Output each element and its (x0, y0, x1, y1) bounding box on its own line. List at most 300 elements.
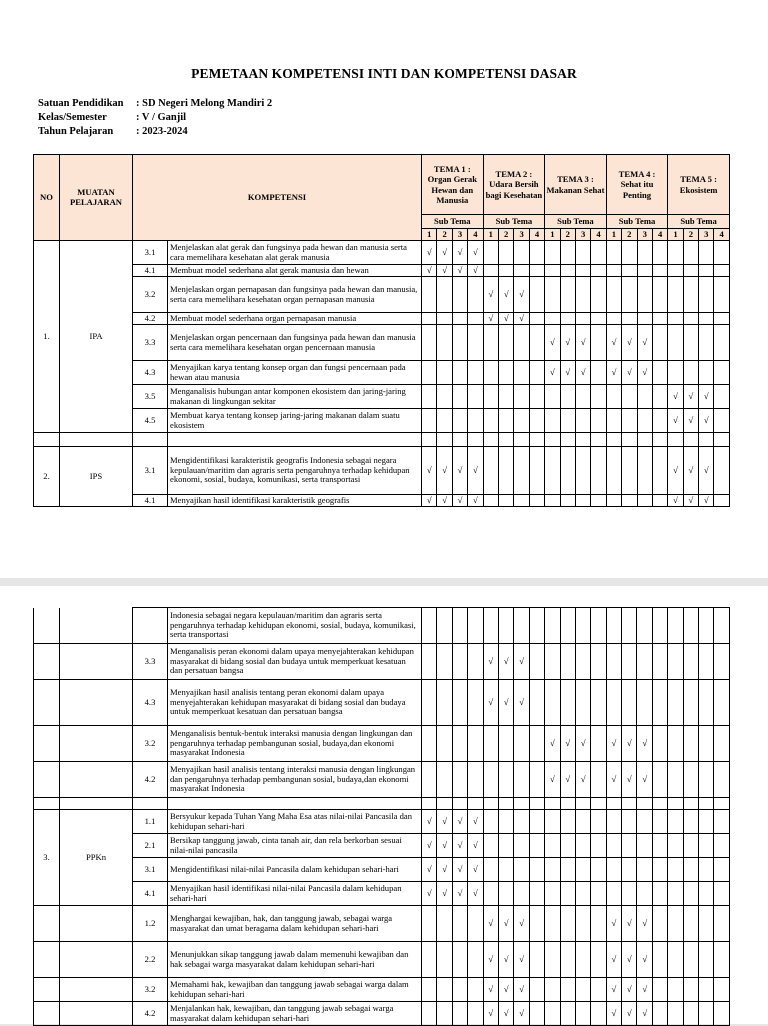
check-mark-cell: √ (637, 325, 652, 361)
document-page-2 (0, 586, 768, 1024)
empty-cell (560, 798, 575, 810)
competency-row (34, 978, 730, 1002)
empty-cell (575, 265, 590, 277)
check-mark-cell: √ (622, 762, 637, 798)
kd-description: Menyajikan hasil identifikasi karakteristik geografis (168, 495, 422, 507)
empty-cell (422, 906, 437, 942)
empty-cell (683, 265, 698, 277)
no-cell (34, 978, 60, 1002)
empty-cell (652, 277, 667, 313)
empty-cell (514, 798, 529, 810)
empty-cell (668, 325, 683, 361)
empty-cell (422, 385, 437, 409)
empty-cell (529, 325, 544, 361)
empty-cell (683, 978, 698, 1002)
empty-cell (560, 385, 575, 409)
check-mark-cell: √ (437, 882, 452, 906)
check-mark-cell: √ (622, 1002, 637, 1026)
check-mark-cell: √ (437, 447, 452, 495)
empty-cell (699, 1002, 714, 1026)
empty-cell (606, 644, 621, 680)
check-mark-cell: √ (437, 265, 452, 277)
empty-cell (637, 810, 652, 834)
empty-cell (622, 798, 637, 810)
empty-cell (637, 680, 652, 726)
check-mark-cell: √ (514, 906, 529, 942)
empty-cell (637, 433, 652, 447)
kd-code: 3.2 (133, 978, 168, 1002)
empty-cell (622, 644, 637, 680)
kd-code: 4.5 (133, 409, 168, 433)
empty-cell (652, 241, 667, 265)
empty-cell (714, 726, 729, 762)
header-subtema-number: 4 (714, 229, 729, 241)
empty-cell (545, 942, 560, 978)
empty-cell (668, 680, 683, 726)
empty-cell (514, 385, 529, 409)
empty-cell (668, 858, 683, 882)
empty-cell (575, 882, 590, 906)
empty-cell (483, 858, 498, 882)
empty-cell (668, 978, 683, 1002)
check-mark-cell: √ (545, 762, 560, 798)
competency-row (34, 680, 730, 726)
empty-cell (168, 433, 422, 447)
empty-cell (575, 608, 590, 644)
document-meta (38, 97, 272, 139)
empty-cell (683, 680, 698, 726)
empty-cell (560, 942, 575, 978)
empty-cell (468, 325, 483, 361)
empty-cell (514, 762, 529, 798)
empty-cell (437, 762, 452, 798)
empty-cell (483, 608, 498, 644)
empty-cell (699, 906, 714, 942)
competency-row (34, 313, 730, 325)
header-tema-5: TEMA 5 : Ekosistem (668, 155, 730, 215)
header-subtema-number: 4 (468, 229, 483, 241)
empty-cell (545, 265, 560, 277)
empty-cell (606, 858, 621, 882)
no-cell (34, 906, 60, 942)
no-cell (34, 726, 60, 762)
check-mark-cell: √ (575, 726, 590, 762)
empty-cell (606, 409, 621, 433)
check-mark-cell: √ (452, 447, 467, 495)
check-mark-cell: √ (668, 495, 683, 507)
kd-description: Indonesia sebagai negara kepulauan/maritim dan agraris serta pengaruhnya terhadap kehidupan ekonomi, sosial, budaya, komunikasi, serta transportasi (168, 608, 422, 644)
empty-cell (529, 433, 544, 447)
competency-row (34, 361, 730, 385)
meta-satuan-pendidikan (38, 97, 272, 111)
check-mark-cell: √ (468, 265, 483, 277)
empty-cell (591, 361, 606, 385)
empty-cell (34, 433, 60, 447)
muatan-cell (60, 680, 133, 726)
check-mark-cell: √ (514, 1002, 529, 1026)
competency-table-page-1 (33, 154, 730, 507)
empty-cell (652, 906, 667, 942)
header-subtema-number: 2 (622, 229, 637, 241)
kd-description: Menyajikan hasil identifikasi nilai-nilai Pancasila dalam kehidupan sehari-hari (168, 882, 422, 906)
empty-cell (437, 325, 452, 361)
empty-cell (560, 241, 575, 265)
empty-cell (529, 409, 544, 433)
empty-cell (437, 726, 452, 762)
empty-cell (514, 361, 529, 385)
kd-description: Menganalisis hubungan antar komponen ekosistem dan jaring-jaring makanan di lingkungan sekitar (168, 385, 422, 409)
header-subtema-number: 2 (560, 229, 575, 241)
empty-cell (714, 361, 729, 385)
kd-code: 3.3 (133, 644, 168, 680)
empty-cell (529, 726, 544, 762)
empty-cell (133, 798, 168, 810)
empty-cell (652, 385, 667, 409)
header-tema-3: TEMA 3 : Makanan Sehat (545, 155, 607, 215)
no-cell (34, 608, 60, 644)
empty-cell (514, 608, 529, 644)
empty-cell (637, 409, 652, 433)
empty-cell (683, 834, 698, 858)
header-subtema-number: 4 (591, 229, 606, 241)
subject-name: IPS (60, 447, 133, 507)
empty-cell (591, 978, 606, 1002)
kd-code: 3.2 (133, 277, 168, 313)
empty-cell (437, 978, 452, 1002)
empty-cell (714, 313, 729, 325)
kd-description: Membuat karya tentang konsep jaring-jaring makanan dalam suatu ekosistem (168, 409, 422, 433)
muatan-cell (60, 1002, 133, 1026)
empty-cell (422, 409, 437, 433)
check-mark-cell: √ (498, 680, 513, 726)
empty-cell (529, 241, 544, 265)
empty-cell (560, 495, 575, 507)
empty-cell (560, 1002, 575, 1026)
empty-cell (452, 1002, 467, 1026)
check-mark-cell: √ (560, 726, 575, 762)
kd-description: Menunjukkan sikap tanggung jawab dalam memenuhi kewajiban dan hak sebagai warga masyarakat dalam kehidupan sehari-hari (168, 942, 422, 978)
empty-cell (668, 361, 683, 385)
empty-cell (652, 313, 667, 325)
header-subtema: Sub Tema (668, 215, 730, 229)
check-mark-cell: √ (452, 495, 467, 507)
kd-code: 4.2 (133, 762, 168, 798)
empty-cell (575, 942, 590, 978)
empty-cell (422, 277, 437, 313)
check-mark-cell: √ (483, 978, 498, 1002)
empty-cell (668, 241, 683, 265)
empty-cell (498, 798, 513, 810)
empty-cell (699, 277, 714, 313)
empty-cell (498, 608, 513, 644)
empty-cell (499, 409, 514, 433)
empty-cell (514, 325, 529, 361)
empty-cell (606, 882, 621, 906)
competency-row (34, 762, 730, 798)
empty-cell (714, 942, 729, 978)
empty-cell (591, 882, 606, 906)
empty-cell (545, 882, 560, 906)
empty-cell (452, 325, 467, 361)
check-mark-cell: √ (622, 942, 637, 978)
check-mark-cell: √ (606, 942, 621, 978)
empty-cell (437, 385, 452, 409)
kd-description: Membuat model sederhana organ pernapasan manusia (168, 313, 422, 325)
competency-table-page-2 (33, 607, 730, 1026)
empty-cell (422, 608, 437, 644)
empty-cell (683, 942, 698, 978)
empty-cell (714, 798, 729, 810)
empty-cell (422, 762, 437, 798)
empty-cell (529, 1002, 544, 1026)
empty-cell (499, 265, 514, 277)
empty-cell (591, 1002, 606, 1026)
empty-cell (437, 277, 452, 313)
header-subtema-number: 1 (483, 229, 498, 241)
check-mark-cell: √ (545, 361, 560, 385)
check-mark-cell: √ (422, 834, 437, 858)
check-mark-cell: √ (498, 942, 513, 978)
empty-cell (699, 608, 714, 644)
empty-cell (498, 810, 513, 834)
empty-cell (591, 726, 606, 762)
empty-cell (714, 265, 729, 277)
empty-cell (652, 433, 667, 447)
header-subtema: Sub Tema (422, 215, 484, 229)
empty-cell (468, 1002, 483, 1026)
empty-cell (714, 325, 729, 361)
kd-code: 3.3 (133, 325, 168, 361)
kd-description: Membuat model sederhana alat gerak manusia dan hewan (168, 265, 422, 277)
empty-cell (637, 265, 652, 277)
empty-cell (606, 810, 621, 834)
check-mark-cell: √ (668, 385, 683, 409)
empty-cell (714, 277, 729, 313)
header-subtema-number: 3 (514, 229, 529, 241)
empty-cell (575, 277, 590, 313)
empty-cell (422, 361, 437, 385)
empty-cell (606, 313, 621, 325)
empty-cell (714, 1002, 729, 1026)
empty-cell (514, 495, 529, 507)
competency-row (34, 726, 730, 762)
empty-cell (529, 313, 544, 325)
kd-code: 4.2 (133, 313, 168, 325)
empty-cell (483, 798, 498, 810)
empty-cell (637, 277, 652, 313)
kd-description: Menjelaskan organ pencernaan dan fungsinya pada hewan dan manusia serta cara memelihara kesehatan organ pencernaan manusia (168, 325, 422, 361)
subject-name: IPA (60, 241, 133, 433)
check-mark-cell: √ (498, 906, 513, 942)
empty-cell (529, 644, 544, 680)
header-subtema-number: 3 (699, 229, 714, 241)
empty-cell (591, 798, 606, 810)
competency-row (34, 906, 730, 942)
check-mark-cell: √ (699, 385, 714, 409)
empty-cell (422, 1002, 437, 1026)
empty-cell (714, 882, 729, 906)
empty-cell (545, 906, 560, 942)
kd-description: Memahami hak, kewajiban dan tanggung jawab sebagai warga dalam kehidupan sehari-hari (168, 978, 422, 1002)
check-mark-cell: √ (606, 361, 621, 385)
meta-value: : SD Negeri Melong Mandiri 2 (136, 98, 273, 109)
empty-cell (437, 680, 452, 726)
no-cell (34, 644, 60, 680)
check-mark-cell: √ (560, 361, 575, 385)
empty-cell (483, 810, 498, 834)
empty-cell (529, 277, 544, 313)
empty-cell (714, 447, 729, 495)
kd-description: Menjelaskan organ pernapasan dan fungsinya pada hewan dan manusia, serta cara memelihara kesehatan organ pernapasan manusia (168, 277, 422, 313)
kd-code: 1.2 (133, 906, 168, 942)
empty-cell (452, 409, 467, 433)
check-mark-cell: √ (422, 265, 437, 277)
empty-cell (422, 978, 437, 1002)
empty-cell (437, 313, 452, 325)
empty-cell (483, 241, 498, 265)
check-mark-cell: √ (498, 978, 513, 1002)
empty-cell (483, 834, 498, 858)
empty-cell (622, 495, 637, 507)
empty-cell (637, 313, 652, 325)
check-mark-cell: √ (606, 762, 621, 798)
check-mark-cell: √ (683, 409, 698, 433)
kd-description: Menjalankan hak, kewajiban, dan tanggung jawab sebagai warga masyarakat dalam kehidupan sehari-hari (168, 1002, 422, 1026)
empty-cell (545, 385, 560, 409)
check-mark-cell: √ (498, 1002, 513, 1026)
muatan-cell (60, 978, 133, 1002)
kd-code: 3.5 (133, 385, 168, 409)
header-subtema-number: 1 (606, 229, 621, 241)
header-tema-2: TEMA 2 : Udara Bersih bagi Kesehatan (483, 155, 545, 215)
document-title: PEMETAAN KOMPETENSI INTI DAN KOMPETENSI DASAR (191, 66, 577, 81)
check-mark-cell: √ (437, 858, 452, 882)
empty-cell (560, 644, 575, 680)
check-mark-cell: √ (483, 942, 498, 978)
empty-cell (422, 644, 437, 680)
empty-cell (452, 385, 467, 409)
meta-tahun-pelajaran (38, 125, 272, 139)
empty-cell (606, 608, 621, 644)
header-row-tema (34, 155, 730, 215)
empty-cell (683, 882, 698, 906)
check-mark-cell: √ (437, 834, 452, 858)
empty-cell (529, 858, 544, 882)
empty-cell (699, 942, 714, 978)
empty-cell (622, 608, 637, 644)
check-mark-cell: √ (468, 241, 483, 265)
empty-cell (575, 978, 590, 1002)
empty-cell (468, 361, 483, 385)
empty-cell (529, 762, 544, 798)
empty-cell (575, 906, 590, 942)
empty-cell (575, 447, 590, 495)
empty-cell (668, 277, 683, 313)
empty-cell (714, 762, 729, 798)
muatan-cell (60, 906, 133, 942)
check-mark-cell: √ (422, 882, 437, 906)
competency-row (34, 385, 730, 409)
empty-cell (668, 762, 683, 798)
empty-cell (637, 858, 652, 882)
check-mark-cell: √ (452, 810, 467, 834)
empty-cell (683, 858, 698, 882)
empty-cell (637, 834, 652, 858)
empty-cell (652, 325, 667, 361)
empty-cell (575, 798, 590, 810)
empty-cell (514, 858, 529, 882)
empty-cell (468, 762, 483, 798)
kd-code: 4.1 (133, 882, 168, 906)
check-mark-cell: √ (468, 882, 483, 906)
competency-row (34, 447, 730, 495)
header-subtema: Sub Tema (483, 215, 545, 229)
check-mark-cell: √ (622, 325, 637, 361)
competency-row (34, 409, 730, 433)
empty-cell (652, 1002, 667, 1026)
empty-cell (714, 680, 729, 726)
check-mark-cell: √ (514, 277, 529, 313)
empty-cell (699, 433, 714, 447)
empty-cell (668, 265, 683, 277)
empty-cell (545, 241, 560, 265)
empty-cell (529, 798, 544, 810)
empty-cell (514, 409, 529, 433)
empty-cell (545, 495, 560, 507)
check-mark-cell: √ (468, 858, 483, 882)
empty-cell (652, 762, 667, 798)
empty-cell (683, 277, 698, 313)
check-mark-cell: √ (514, 313, 529, 325)
check-mark-cell: √ (452, 858, 467, 882)
empty-cell (575, 858, 590, 882)
header-no: NO (34, 155, 60, 241)
check-mark-cell: √ (637, 726, 652, 762)
empty-cell (652, 798, 667, 810)
check-mark-cell: √ (699, 495, 714, 507)
check-mark-cell: √ (606, 726, 621, 762)
empty-cell (622, 882, 637, 906)
check-mark-cell: √ (452, 241, 467, 265)
spacer-row (34, 798, 730, 810)
kd-description: Mengidentifikasi karakteristik geografis Indonesia sebagai negara kepulauan/maritim dan agraris serta pengaruhnya terhadap kehidupan ekonomi, sosial, budaya, komunikasi, serta transportasi (168, 447, 422, 495)
check-mark-cell: √ (622, 906, 637, 942)
empty-cell (668, 313, 683, 325)
empty-cell (514, 726, 529, 762)
empty-cell (606, 385, 621, 409)
competency-row (34, 265, 730, 277)
check-mark-cell: √ (499, 277, 514, 313)
competency-row (34, 942, 730, 978)
empty-cell (606, 495, 621, 507)
empty-cell (606, 241, 621, 265)
empty-cell (452, 361, 467, 385)
no-cell (34, 942, 60, 978)
empty-cell (560, 277, 575, 313)
empty-cell (699, 361, 714, 385)
empty-cell (545, 798, 560, 810)
empty-cell (529, 978, 544, 1002)
empty-cell (483, 447, 498, 495)
empty-cell (652, 644, 667, 680)
check-mark-cell: √ (422, 447, 437, 495)
empty-cell (452, 726, 467, 762)
header-subtema-number: 3 (452, 229, 467, 241)
empty-cell (560, 409, 575, 433)
row-number: 3. (34, 810, 60, 906)
check-mark-cell: √ (637, 762, 652, 798)
empty-cell (699, 644, 714, 680)
